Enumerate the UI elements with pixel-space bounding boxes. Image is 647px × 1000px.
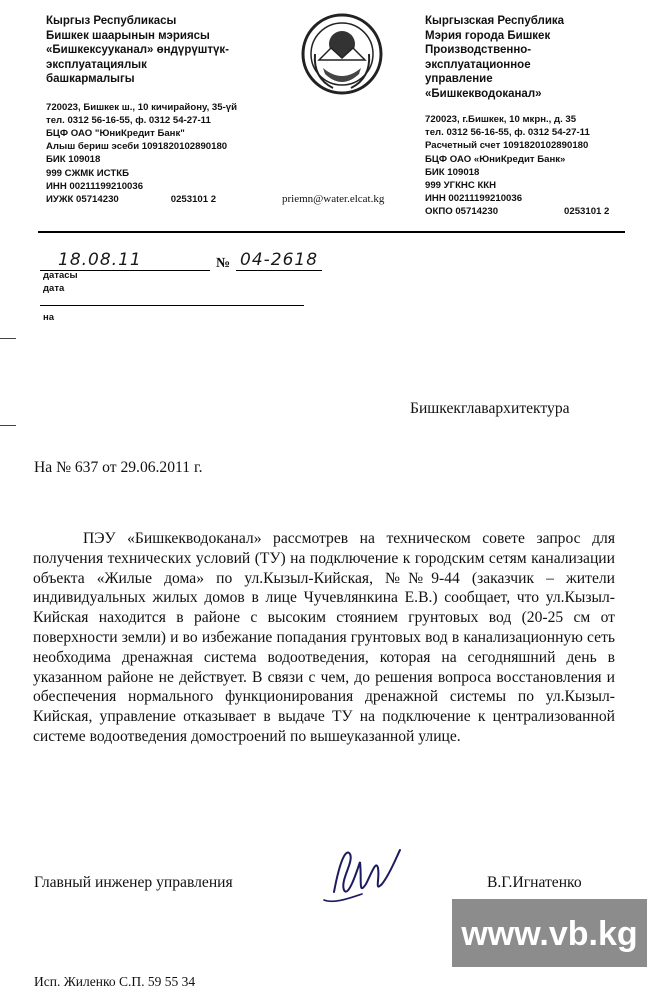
- bik: БИК 109018: [46, 154, 101, 166]
- requisites-russian: [425, 113, 640, 219]
- body-paragraph: ПЭУ «Бишкекводоканал» рассмотрев на техническом совете запрос для получения технических условий (ТУ) на подключение к городским сетям канализации объекта «Жилые дома» по ул.Кызыл-Кийская, №№9-44 (заказчик – жители индивидуальных жилых домов в лице Чучевлянкина Е.В.) сообщает, что ул.Кызыл-Кийская находится в районе с высоким стоянием грунтовых вод (20-25 см от поверхности земли) и во избежание попадания грунтовых вод в канализационную сеть необходима дренажная система водоотведения, которая на сегодняшний день в указанном районе не действует. В связи с чем, до решения вопроса восстановления и обеспечения нормального функционирования дренажной системы по ул.Кызыл-Кийская, управление отказывает в выдаче ТУ на подключение к централизованной системе водоотведения домостроений по вышеуказанной улице.: [33, 530, 615, 745]
- fold-mark: [0, 425, 16, 426]
- number-underline: [236, 270, 322, 271]
- org-line: башкармалыгы: [46, 73, 135, 85]
- date-label-ky: датасы: [43, 270, 78, 281]
- tax-office: 999 УГКНС ККН: [425, 180, 497, 192]
- fold-mark: [0, 338, 16, 339]
- bank: БЦФ ОАО "ЮниКредит Банк": [46, 127, 185, 139]
- org-line: Кыргыз Республикасы: [46, 15, 177, 27]
- bank: БЦФ ОАО «ЮниКредит Банк»: [425, 153, 566, 165]
- watermark-text: www.vb.kg: [461, 915, 638, 953]
- watermark-badge: [452, 899, 647, 967]
- handwritten-date: 18.08.11: [58, 250, 142, 270]
- account: Расчетный счет 1091820102890180: [425, 140, 589, 152]
- executor: Исп. Жиленко С.П. 59 55 34: [34, 974, 196, 989]
- handwritten-number: 04-2618: [240, 250, 319, 270]
- header-divider: [38, 231, 625, 233]
- number-sign: №: [216, 256, 231, 271]
- okpo: ИУЖК 05714230 0253101 2: [46, 193, 217, 205]
- phone: тел. 0312 56-16-55, ф. 0312 54-27-11: [425, 127, 590, 139]
- org-line: эксплуатациялык: [46, 58, 147, 71]
- org-line: эксплуатационное: [425, 58, 531, 71]
- account: Алыш бериш эсеби 1091820102890180: [46, 141, 228, 153]
- handwritten-signature: [320, 840, 410, 908]
- address: 720023, г.Бишкек, 10 мкрн., д. 35: [425, 114, 577, 125]
- okpo: ОКПО 05714230 0253101 2: [425, 206, 610, 218]
- letterhead-kyrgyz: [46, 14, 276, 206]
- org-line: Производственно-: [425, 44, 532, 56]
- signatory-name: В.Г.Игнатенко: [487, 874, 582, 891]
- address: 720023, Бишкек ш., 10 кичирайону, 35-үй: [46, 101, 238, 113]
- org-line: «Бишкексууканал» өндүрүштүк-: [46, 44, 229, 56]
- to-underline: [40, 305, 304, 306]
- inn: ИНН 00211199210036: [425, 193, 523, 205]
- to-label: на: [43, 312, 55, 323]
- signatory-position: Главный инженер управления: [34, 874, 233, 891]
- org-line: Мэрия города Бишкек: [425, 29, 551, 42]
- inn: ИНН 00211199210036: [46, 180, 144, 192]
- coat-of-arms-emblem: [301, 8, 383, 100]
- org-line: Бишкек шаарынын мэриясы: [46, 29, 210, 42]
- org-line: «Бишкекводоканал»: [425, 87, 542, 100]
- date-label-ru: дата: [43, 283, 65, 294]
- letterhead-russian: [425, 14, 640, 219]
- recipient: Бишкекглавархитектура: [410, 400, 570, 417]
- letter-body: [33, 529, 615, 747]
- email: priemn@water.elcat.kg: [282, 193, 385, 205]
- requisites-kyrgyz: [46, 101, 276, 207]
- bik: БИК 109018: [425, 166, 480, 178]
- org-line: управление: [425, 73, 493, 85]
- phone: тел. 0312 56-16-55, ф. 0312 54-27-11: [46, 114, 211, 126]
- tax-office: 999 СЖМК ИСТКБ: [46, 167, 129, 179]
- reference: На № 637 от 29.06.2011 г.: [34, 459, 203, 476]
- org-line: Кыргызская Республика: [425, 15, 565, 27]
